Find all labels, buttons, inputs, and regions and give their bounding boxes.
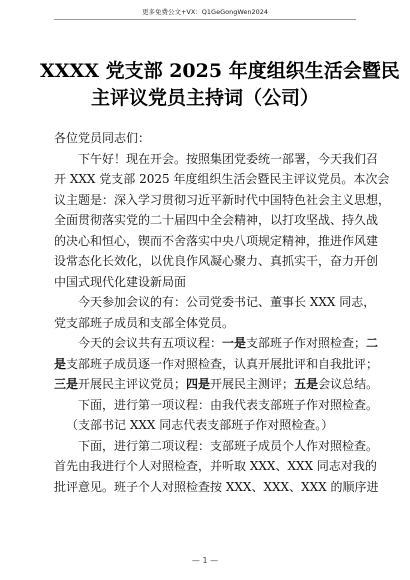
text-line: 开 XXX 党支部 2025 年度组织生活会暨民主评议党员。本次会 [54,172,390,186]
text-line: 下面，进行第二项议程：支部班子成员个人作对照检查。 [78,438,379,453]
header-divider [54,19,356,20]
text-line: 设常态化长效化，以优良作风凝心聚力、真抓实干，奋力开创 [54,254,379,268]
text-line [54,374,379,395]
header-note: 更多免费公文+VX：Q1GeGongWen2024 [141,8,269,16]
text-line: 议主题是：深入学习贯彻习近平新时代中国特色社会主义思想， [54,192,391,207]
agenda-marker-3: 三是 [54,377,79,391]
paragraph-attendees [54,292,376,333]
paragraph-item-one: 下面，进行第一项议程：由我代表支部班子作对照检查。 [78,397,379,412]
agenda-marker-1: 一是 [222,336,247,350]
page-number: — 1 — [191,556,219,565]
document-title [40,58,400,112]
title-line-1: XXXX 党支部 2025 年度组织生活会暨民 [40,60,400,82]
title-line-2: 主评议党员主持词（公司） [90,87,319,109]
paragraph-item-one-note: （支部书记 XXX 同志代表支部班子作对照检查。） [66,418,334,432]
agenda-item-4: 开展民主测评； [210,377,295,391]
agenda-marker-4: 四是 [186,377,211,391]
text-line: 全面贯彻落实党的二十届四中全会精神，以打攻坚战、持久战 [54,213,379,227]
text-line [54,333,379,354]
text-line: 下午好！现在开会。按照集团党委统一部署，今天我们召 [78,151,379,166]
paragraph-agenda [54,333,379,395]
text-line: 首先由我进行个人对照检查，并听取 XXX、XXX 同志对我的 [54,459,377,473]
agenda-marker-2-cont: 是 [54,356,67,371]
text-line [54,354,379,375]
agenda-item-5: 会议总结。 [318,377,379,391]
text-line: 批评意见。班子个人对照检查按 XXX、XXX、XXX 的顺序进 [54,479,379,494]
text-line: 今天参加会议的有：公司党委书记、董事长 XXX 同志， [78,295,376,309]
agenda-item-1: 支部班子作对照检查； [246,336,367,350]
paragraph-opening [54,149,391,293]
agenda-item-2: 支部班子成员逐一作对照检查，认真开展批评和自我批评； [66,356,379,371]
salutation: 各位党员同志们： [54,131,151,145]
text-line: 中国式现代化建设新局面 [54,274,187,289]
agenda-marker-5: 五是 [294,377,319,391]
paragraph-item-two [54,436,379,498]
agenda-item-3: 开展民主评议党员； [78,377,187,391]
agenda-marker-2: 二 [366,336,379,350]
agenda-intro: 今天的会议共有五项议程： [78,336,223,350]
document-body [54,128,391,497]
text-line: 党支部班子成员和支部全体党员。 [54,315,235,330]
text-line: 的决心和恒心，锲而不舍落实中央八项规定精神，推进作风建 [54,233,379,248]
